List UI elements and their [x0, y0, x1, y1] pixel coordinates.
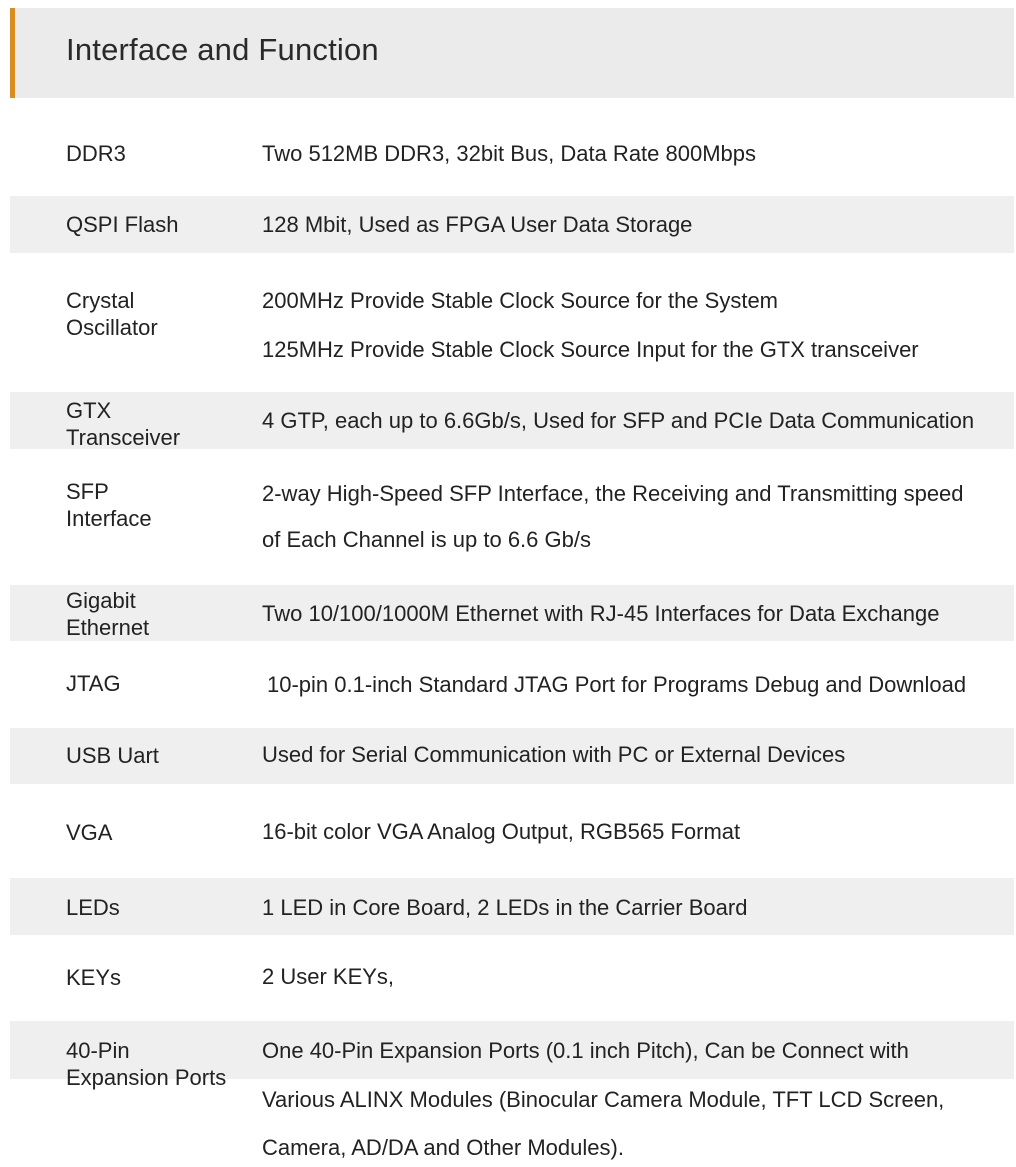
row-label-crystal-oscillator-line-2: Oscillator — [66, 315, 158, 340]
row-label-vga: VGA — [66, 820, 113, 845]
row-label-sfp-interface-line-2: Interface — [66, 506, 152, 531]
row-label-leds: LEDs — [66, 895, 120, 920]
row-label-qspi-flash: QSPI Flash — [66, 212, 179, 237]
row-value-gigabit-ethernet: Two 10/100/1000M Ethernet with RJ-45 Interfaces for Data Exchange — [262, 601, 940, 626]
row-value-gtx-transceiver: 4 GTP, each up to 6.6Gb/s, Used for SFP and PCIe Data Communication — [262, 408, 975, 433]
row-value-vga: 16-bit color VGA Analog Output, RGB565 Format — [262, 819, 741, 844]
row-value-40-pin-line-1: One 40-Pin Expansion Ports (0.1 inch Pitch), Can be Connect with — [262, 1038, 909, 1063]
row-value-keys: 2 User KEYs, — [262, 964, 395, 989]
section-header — [10, 8, 1014, 98]
row-value-usb-uart: Used for Serial Communication with PC or External Devices — [262, 742, 846, 767]
row-value-crystal-oscillator-line-1: 200MHz Provide Stable Clock Source for the System — [262, 288, 779, 313]
row-label-keys: KEYs — [66, 965, 122, 990]
row-label-crystal-oscillator-line-1: Crystal — [66, 288, 135, 313]
row-value-sfp-interface-line-2: of Each Channel is up to 6.6 Gb/s — [262, 527, 591, 552]
row-value-40-pin-line-3: Camera, AD/DA and Other Modules). — [262, 1135, 624, 1160]
row-label-40-pin-line-1: 40-Pin — [66, 1038, 130, 1063]
row-label-gtx-transceiver-line-1: GTX — [66, 398, 112, 423]
row-label-sfp-interface-line-1: SFP — [66, 479, 109, 504]
row-label-gigabit-ethernet-line-2: Ethernet — [66, 615, 150, 640]
section-title: Interface and Function — [66, 32, 379, 67]
row-label-usb-uart: USB Uart — [66, 743, 159, 768]
row-value-crystal-oscillator-line-2: 125MHz Provide Stable Clock Source Input for the GTX transceiver — [262, 337, 919, 362]
row-value-ddr3: Two 512MB DDR3, 32bit Bus, Data Rate 800Mbps — [262, 141, 757, 166]
row-value-jtag: 10-pin 0.1-inch Standard JTAG Port for Programs Debug and Download — [267, 672, 967, 697]
row-value-leds: 1 LED in Core Board, 2 LEDs in the Carrier Board — [262, 895, 748, 920]
row-label-gigabit-ethernet-line-1: Gigabit — [66, 588, 136, 613]
row-value-40-pin-line-2: Various ALINX Modules (Binocular Camera Module, TFT LCD Screen, — [262, 1087, 945, 1112]
row-value-sfp-interface-line-1: 2-way High-Speed SFP Interface, the Receiving and Transmitting speed — [262, 481, 964, 506]
row-label-ddr3: DDR3 — [66, 141, 126, 166]
row-value-qspi-flash: 128 Mbit, Used as FPGA User Data Storage — [262, 212, 693, 237]
header-accent-bar — [10, 8, 15, 98]
row-label-40-pin-line-2: Expansion Ports — [66, 1065, 227, 1090]
row-label-gtx-transceiver-line-2: Transceiver — [66, 425, 181, 450]
row-label-jtag: JTAG — [66, 671, 121, 696]
